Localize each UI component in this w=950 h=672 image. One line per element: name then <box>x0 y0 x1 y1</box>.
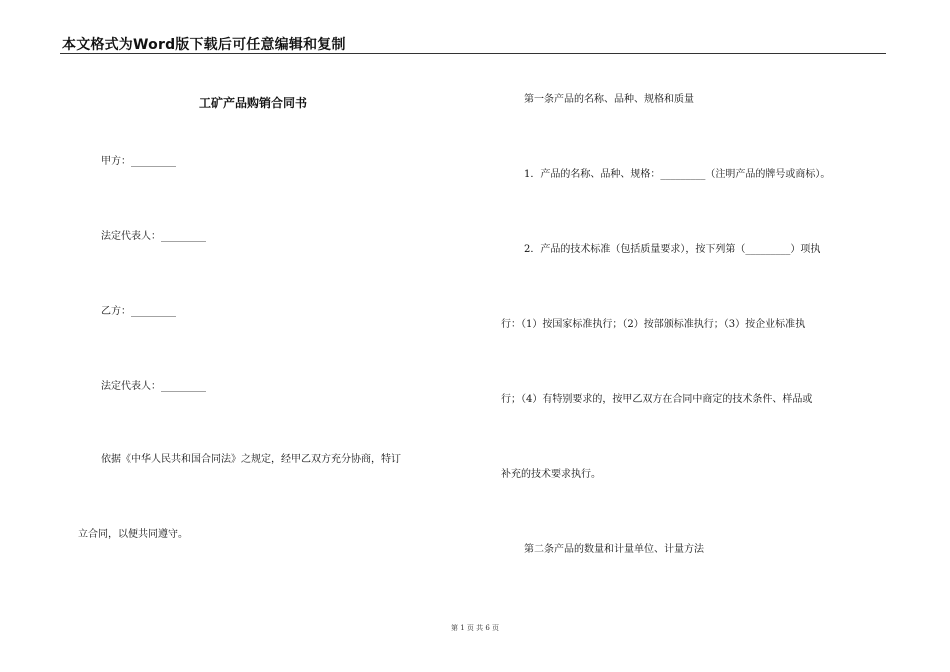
article1-item2-cont1: 行：（1）按国家标准执行；（2）按部颁标准执行；（3）按企业标准执 <box>501 319 806 330</box>
legal-rep-a-line: 法定代表人：_________ <box>101 231 206 242</box>
contract-title: 工矿产品购销合同书 <box>199 96 308 110</box>
article1-item2: 2．产品的技术标准（包括质量要求），按下列第（_________）项执 <box>524 244 821 255</box>
document-header: 本文格式为Word版下载后可任意编辑和复制 <box>62 37 346 53</box>
basis-paragraph-line2: 立合同，以便共同遵守。 <box>78 529 188 540</box>
article1-item1: 1．产品的名称、品种、规格：_________（注明产品的牌号或商标）。 <box>524 169 831 180</box>
basis-paragraph-line1: 依据《中华人民共和国合同法》之规定，经甲乙双方充分协商，特订 <box>101 454 401 465</box>
article2-title: 第二条产品的数量和计量单位、计量方法 <box>524 544 704 555</box>
header-divider <box>60 53 886 54</box>
article1-item2-cont2: 行；（4）有特别要求的，按甲乙双方在合同中商定的技术条件、样品或 <box>501 394 813 405</box>
legal-rep-b-line: 法定代表人：_________ <box>101 381 206 392</box>
party-a-line: 甲方：_________ <box>101 156 176 167</box>
page-number: 第 1 页 共 6 页 <box>450 624 500 632</box>
article1-item2-cont3: 补充的技术要求执行。 <box>501 469 601 480</box>
party-b-line: 乙方：_________ <box>101 306 176 317</box>
article1-title: 第一条产品的名称、品种、规格和质量 <box>524 94 694 105</box>
